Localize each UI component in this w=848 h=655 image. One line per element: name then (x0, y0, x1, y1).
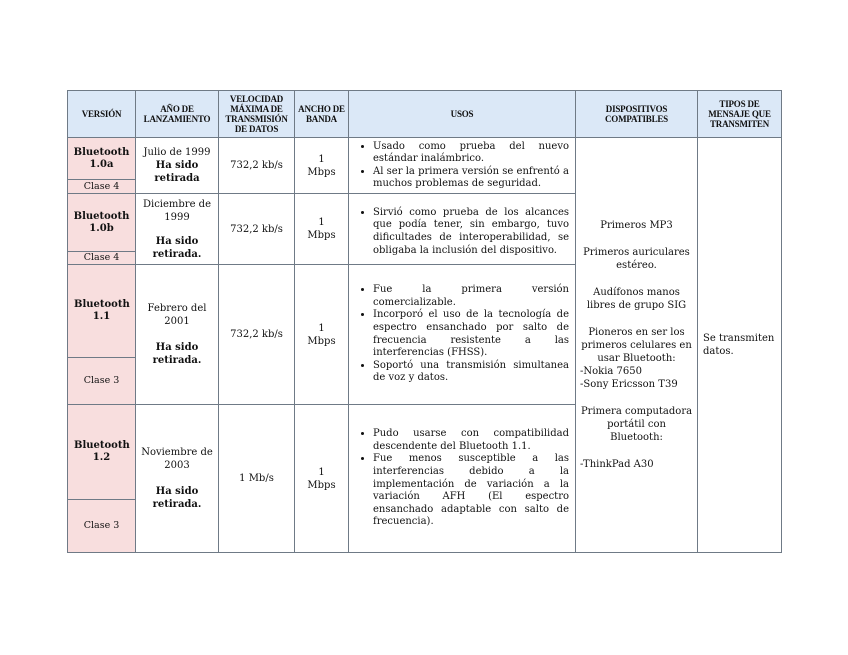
list-item: • Incorporó el uso de la tecnología de espectro ensanchado por salto de frecuencia resistente a las interferencias (FHSS). (373, 309, 569, 359)
bandwidth-value: 1 Mbps (307, 466, 336, 491)
devices-cell (576, 138, 698, 553)
version-label: Bluetooth 1.1 (74, 298, 130, 322)
release-date: Julio de 1999 (143, 147, 211, 159)
bandwidth-value: 1 Mbps (307, 322, 336, 347)
class-cell: Clase 4 (68, 251, 136, 264)
header-row (68, 91, 782, 138)
version-label: Bluetooth 1.2 (74, 440, 130, 463)
device-handsfree: Audífonos manos libres de grupo SIG (586, 287, 687, 312)
date-cell (136, 405, 219, 553)
status-text: Ha sido retirada. (152, 342, 202, 366)
device-headphones: Primeros auriculares estéreo. (583, 247, 690, 272)
speed-cell: 732,2 kb/s (219, 138, 295, 194)
list-item: • Fue menos susceptible a las interferencias debido a la implementación de variación a la variación AFH (El espectro ensanchado adaptable con salto de frecuencia). (373, 453, 569, 529)
list-item: • Soportó una transmisión simultanea de voz y datos. (373, 360, 569, 385)
version-cell (68, 264, 136, 357)
bandwidth-cell (295, 264, 349, 405)
device-phone-2: -Sony Ericsson T39 (580, 379, 678, 391)
version-cell: Bluetooth 1.0b (68, 194, 136, 251)
bluetooth-versions-table (67, 90, 782, 553)
device-laptop-1: -ThinkPad A30 (580, 459, 654, 471)
uses-cell (349, 138, 576, 194)
header-uses: USOS (349, 91, 576, 138)
bandwidth-cell (295, 405, 349, 553)
bandwidth-cell (295, 138, 349, 194)
list-item: • Pudo usarse con compatibilidad descendente del Bluetooth 1.1. (373, 428, 569, 453)
header-messages: TIPOS DE MENSAJE QUE TRANSMITEN (698, 91, 782, 138)
messages-cell: Se transmiten datos. (698, 138, 782, 553)
table-row (68, 138, 782, 180)
bandwidth-value: 1 Mbps (307, 153, 336, 178)
release-date: Febrero del 2001 (147, 303, 207, 327)
device-mp3: Primeros MP3 (600, 220, 673, 232)
release-date: Noviembre de 2003 (141, 447, 213, 472)
release-date: Diciembre de 1999 (142, 198, 211, 223)
header-bandwidth: ANCHO DE BANDA (295, 91, 349, 138)
uses-cell (349, 405, 576, 553)
date-cell (136, 138, 219, 194)
version-cell: Bluetooth 1.0a (68, 138, 136, 180)
bandwidth-cell (295, 194, 349, 264)
bandwidth-value: 1 Mbps (307, 217, 336, 242)
speed-cell: 732,2 kb/s (219, 264, 295, 405)
device-phones: Pioneros en ser los primeros celulares en usar Bluetooth: (581, 327, 692, 365)
device-laptop: Primera computadora portátil con Bluetooth: (580, 406, 693, 444)
header-devices: DISPOSITIVOS COMPATIBLES (576, 91, 698, 138)
uses-cell (349, 194, 576, 264)
list-item: • Al ser la primera versión se enfrentó a muchos problemas de seguridad. (373, 166, 569, 191)
list-item: • Fue la primera versión comercializable. (373, 284, 569, 309)
header-version: VERSIÓN (68, 91, 136, 138)
header-speed: VELOCIDAD MÁXIMA DE TRANSMISIÓN DE DATOS (219, 91, 295, 138)
status-text: Ha sido retirada. (152, 486, 202, 511)
version-cell (68, 405, 136, 499)
list-item: • Sirvió como prueba de los alcances que podía tener, sin embargo, tuvo dificultades de interoperabilidad, se obligaba la inclusión del dispositivo. (373, 207, 569, 257)
device-phone-1: -Nokia 7650 (580, 366, 642, 378)
list-item: • Usado como prueba del nuevo estándar inalámbrico. (373, 141, 569, 166)
status-text: Ha sido retirada. (152, 235, 202, 260)
date-cell (136, 194, 219, 264)
date-cell (136, 264, 219, 405)
uses-cell (349, 264, 576, 405)
header-year: AÑO DE LANZAMIENTO (136, 91, 219, 138)
class-cell: Clase 4 (68, 180, 136, 194)
class-cell: Clase 3 (68, 358, 136, 405)
class-cell: Clase 3 (68, 499, 136, 552)
speed-cell: 1 Mb/s (219, 405, 295, 553)
status-text: Ha sido retirada (154, 160, 200, 185)
speed-cell: 732,2 kb/s (219, 194, 295, 264)
